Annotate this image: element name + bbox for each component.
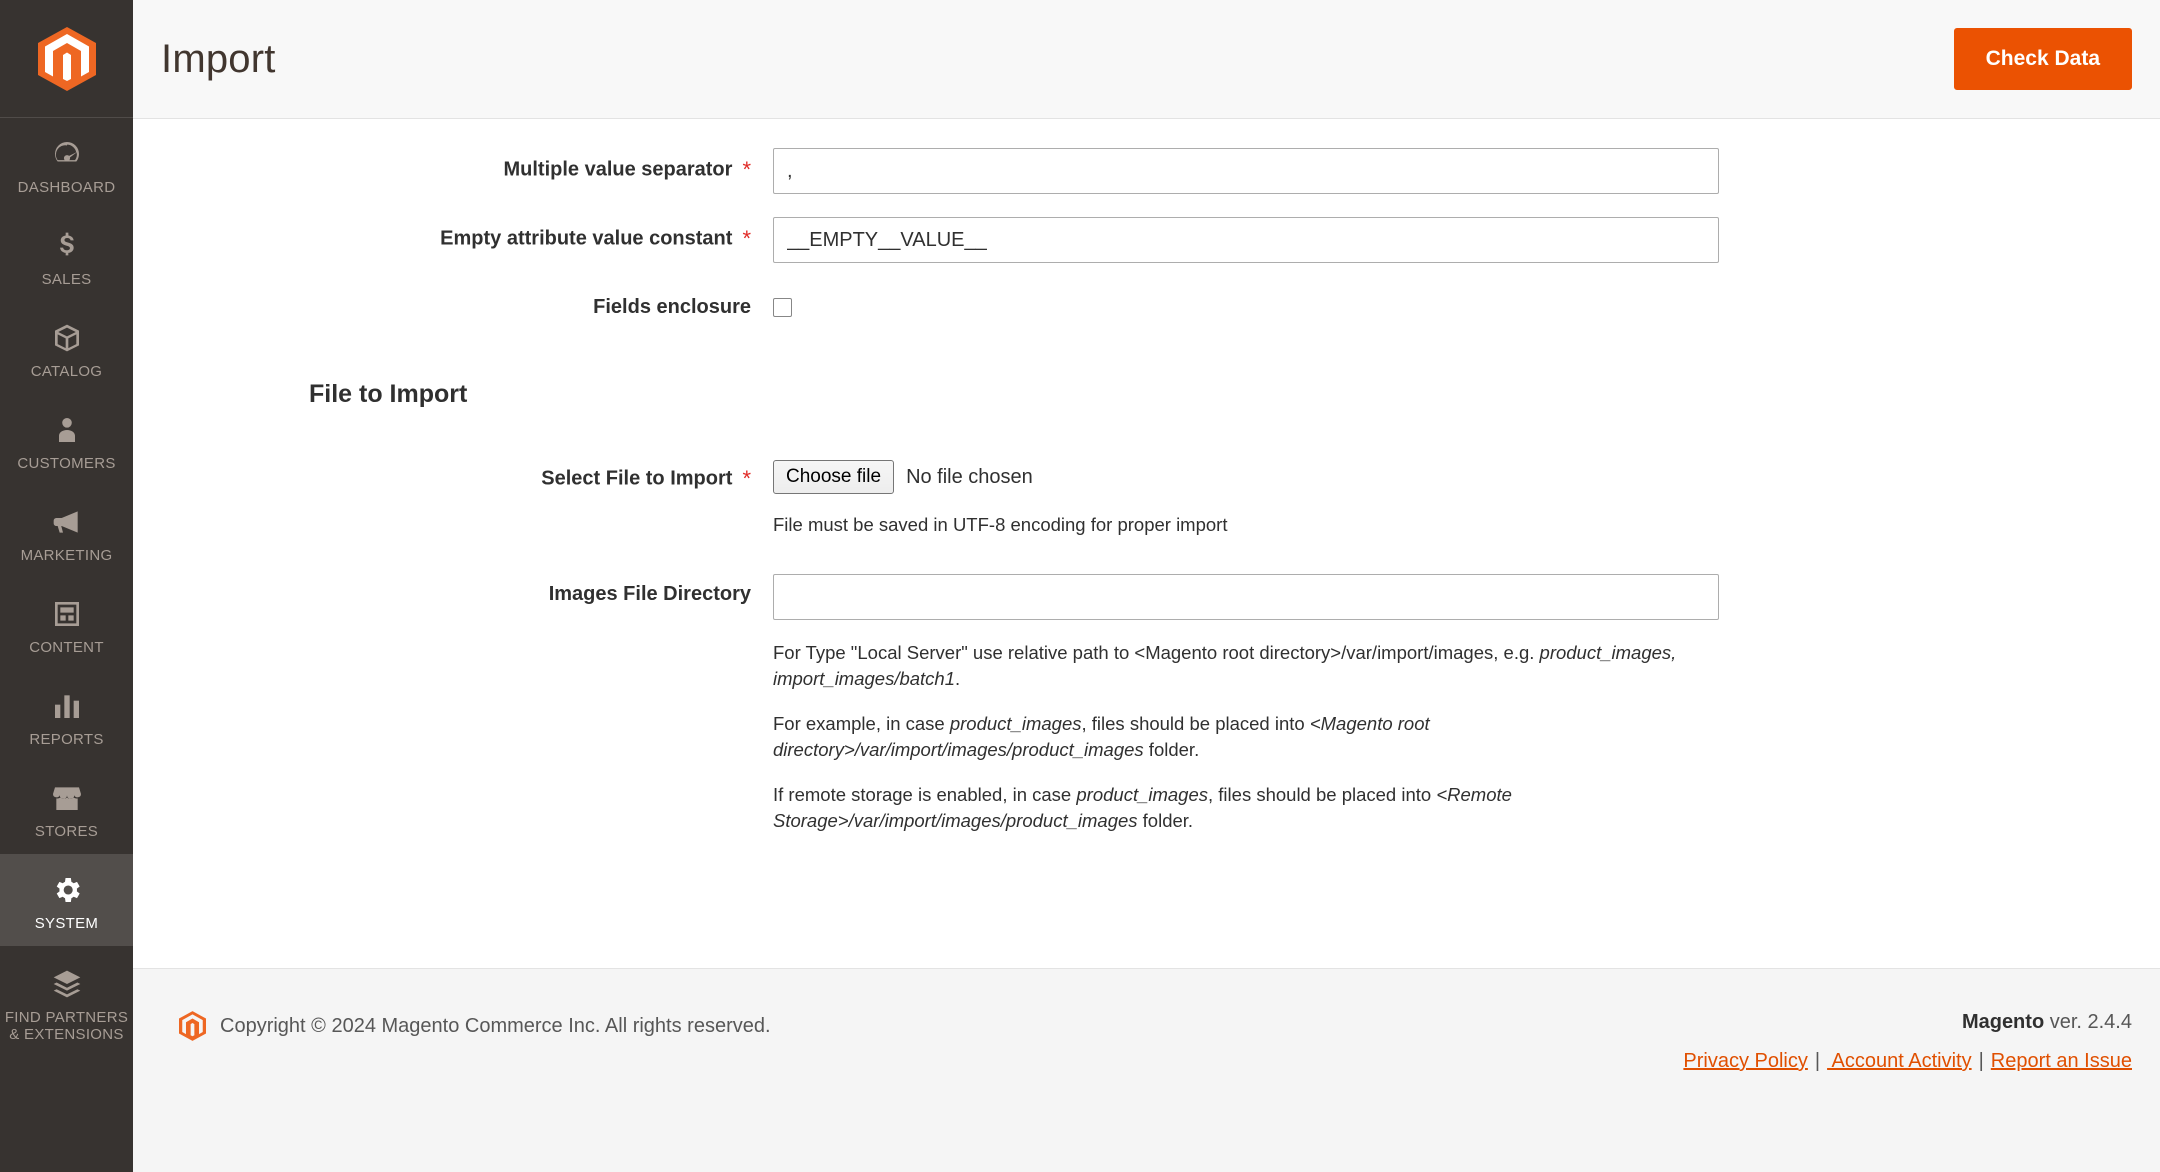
sidebar-item-catalog[interactable] [0,302,133,394]
sidebar-item-reports[interactable] [0,670,133,762]
page-title: Import [161,36,276,81]
field-control [773,287,2160,322]
note-emphasis: <Remote Storage>/var/import/images/product_images [773,784,1512,831]
required-marker: * [742,226,751,251]
choose-file-button[interactable]: Choose file [773,460,894,494]
footer-copyright [179,1011,771,1041]
sidebar-item-stores[interactable] [0,762,133,854]
sidebar-item-label-line1: FIND PARTNERS [4,1008,129,1026]
megaphone-icon [51,506,83,538]
sidebar-item-label: REPORTS [29,731,104,748]
magento-mini-logo-icon [179,1011,206,1041]
field-label [133,574,773,606]
note-text: For Type "Local Server" use relative path to <Magento root directory>/var/import/images, e.g. [773,642,1540,663]
note-text: If remote storage is enabled, in case [773,784,1077,805]
images-directory-note-1 [773,640,1725,692]
magento-logo-icon [38,27,96,91]
footer-links [1683,1050,2132,1073]
version-number: ver. 2.4.4 [2044,1011,2132,1033]
required-marker: * [742,466,751,491]
field-label [133,217,773,252]
note-text: For example, in case [773,713,950,734]
field-images-file-directory [133,574,2160,834]
sidebar [0,0,133,1172]
import-form [133,119,2160,968]
magento-logo[interactable] [0,0,133,118]
sidebar-item-label: CATALOG [30,363,103,380]
gear-icon [51,874,83,906]
note-text: folder. [1137,810,1194,831]
note-emphasis: product_images [949,713,1082,734]
images-directory-note-3 [773,782,1725,834]
store-icon [51,782,83,814]
version-brand: Magento [1961,1011,2045,1033]
note-emphasis: product_images, import_images/batch1 [773,642,1677,689]
note-text: , files should be placed into [1208,784,1437,805]
sidebar-item-label-line2: & EXTENSIONS [9,1025,124,1043]
page-header [133,0,2160,119]
note-text: . [955,668,961,689]
file-input-row [773,460,2160,494]
footer-link-separator: | [1978,1050,1984,1072]
page-footer [133,968,2160,1172]
field-label [133,287,773,319]
sidebar-item-label: DASHBOARD [17,179,116,196]
note-emphasis: product_images [1076,784,1209,805]
sidebar-item-label: CUSTOMERS [17,455,116,472]
sidebar-item-dashboard[interactable] [0,118,133,210]
note-text: , files should be placed into [1081,713,1310,734]
footer-right [1683,1011,2132,1073]
file-status-text: No file chosen [906,465,1033,488]
person-icon [51,414,83,446]
label-text: Empty attribute value constant [440,227,733,250]
label-text: Select File to Import [541,467,733,490]
sidebar-item-system[interactable] [0,854,133,946]
label-text: Multiple value separator [503,158,733,181]
note-emphasis: <Magento root directory>/var/import/images/product_images [773,713,1430,760]
box-icon [51,322,83,354]
account-activity-link[interactable]: Account Activity [1827,1050,1972,1072]
field-multiple-value-separator [133,148,2160,194]
report-an-issue-link[interactable]: Report an Issue [1990,1050,2132,1072]
sidebar-item-sales[interactable] [0,210,133,302]
dollar-icon [51,230,83,262]
field-control [773,574,2160,834]
main-area [133,0,2160,1172]
field-label [133,148,773,183]
label-text: Images File Directory [548,583,751,605]
field-label [133,460,773,492]
dashboard-icon [51,138,83,170]
sidebar-item-label: CONTENT [29,639,104,656]
field-empty-attribute-value-constant [133,217,2160,263]
fields-enclosure-checkbox[interactable] [773,298,792,317]
sidebar-item-label: MARKETING [20,547,113,564]
field-control [773,148,2160,194]
bar-chart-icon [51,690,83,722]
copyright-text: Copyright © 2024 Magento Commerce Inc. All rights reserved. [220,1014,771,1037]
version-info [1683,1011,2132,1034]
check-data-button[interactable]: Check Data [1954,28,2132,90]
sidebar-item-find-partners-extensions[interactable] [0,946,133,1058]
select-file-note: File must be saved in UTF-8 encoding for proper import [773,514,1228,535]
empty-attribute-value-constant-input[interactable] [773,217,1719,263]
sidebar-item-label [5,1009,128,1043]
sidebar-item-customers[interactable] [0,394,133,486]
field-fields-enclosure [133,287,2160,322]
sidebar-item-marketing[interactable] [0,486,133,578]
sidebar-item-label: SYSTEM [34,915,99,932]
privacy-policy-link[interactable]: Privacy Policy [1683,1050,1808,1072]
footer-link-separator: | [1814,1050,1821,1072]
required-marker: * [742,157,751,182]
sidebar-item-content[interactable] [0,578,133,670]
sidebar-item-label: STORES [34,823,99,840]
sidebar-item-label: SALES [41,271,92,288]
field-select-file-to-import [133,460,2160,538]
field-control [773,460,2160,538]
multiple-value-separator-input[interactable] [773,148,1719,194]
field-control [773,217,2160,263]
label-text: Fields enclosure [593,296,751,318]
note-text: folder. [1143,739,1200,760]
images-directory-note-2 [773,711,1725,763]
section-title-file-to-import: File to Import [309,380,468,408]
extensions-icon [51,968,83,1000]
images-file-directory-input[interactable] [773,574,1719,620]
content-icon [51,598,83,630]
